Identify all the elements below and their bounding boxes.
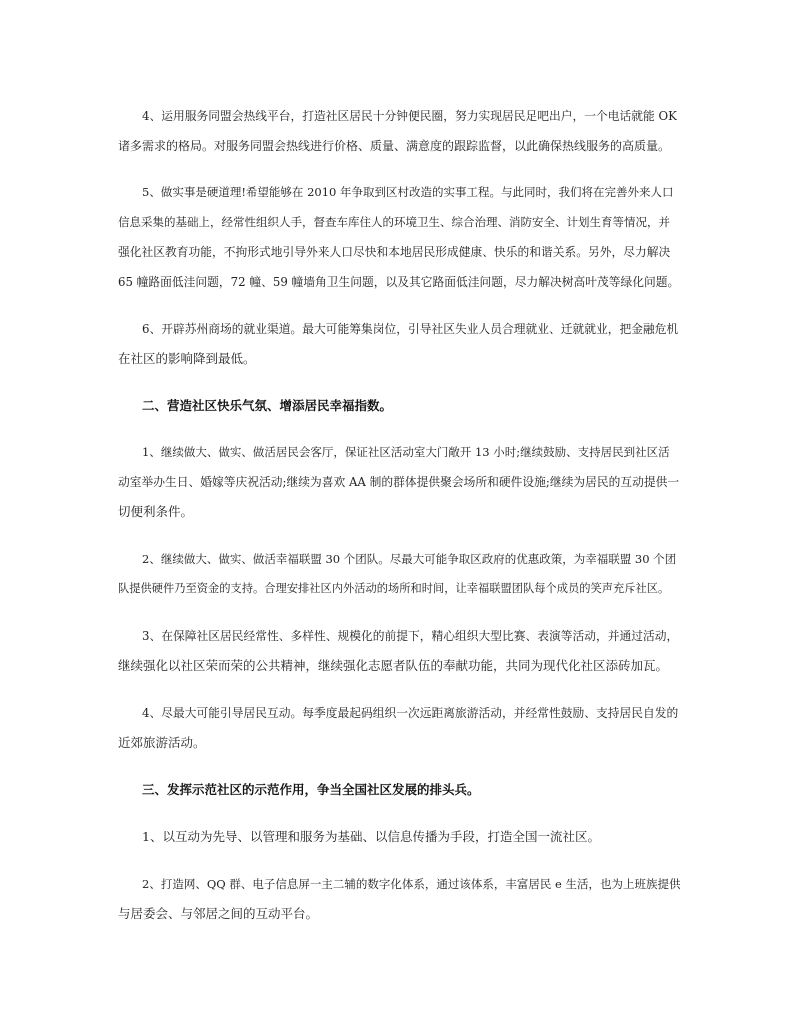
paragraph-line: 继续强化以社区荣而荣的公共精神，继续强化志愿者队伍的奉献功能，共同为现代化社区添砖加瓦。 bbox=[118, 658, 669, 673]
paragraph-line: 诸多需求的格局。对服务同盟会热线进行价格、质量、满意度的跟踪监督，以此确保热线服务的高质量。 bbox=[118, 139, 671, 153]
paragraph-line: 4、尽最大可能引导居民互动。每季度最起码组织一次远距离旅游活动，并经常性鼓励、支持居民自发的 bbox=[142, 706, 679, 720]
paragraph-line: 与居委会、与邻居之间的互动平台。 bbox=[118, 906, 319, 921]
paragraph-line: 信息采集的基础上，经常性组织人手，督查车库住人的环境卫生、综合治理、消防安全、计划生育等情况，并 bbox=[118, 215, 670, 229]
paragraph-line: 队提供硬件乃至资金的支持。合理安排社区内外活动的场所和时间，让幸福联盟团队每个成员的笑声充斥社区。 bbox=[118, 582, 670, 595]
paragraph-line: 2、继续做大、做实、做活幸福联盟 30 个团队。尽最大可能争取区政府的优惠政策，为幸福联盟 30 个团 bbox=[142, 552, 677, 566]
paragraph-line: 65 幢路面低洼问题，72 幢、59 幢墙角卫生问题，以及其它路面低洼问题，尽力解决树高叶茂等绿化问题。 bbox=[118, 275, 680, 289]
paragraph-line: 4、运用服务同盟会热线平台，打造社区居民十分钟便民圈，努力实现居民足吧出户，一个电话就能 OK bbox=[142, 109, 677, 123]
paragraph-line: 2、打造网、QQ 群、电子信息屏一主二辅的数字化体系，通过该体系，丰富居民 e 生活，也为上班族提供 bbox=[142, 877, 681, 891]
paragraph-line: 1、继续做大、做实、做活居民会客厅，保证社区活动室大门敞开 13 小时;继续鼓励、支持居民到社区活 bbox=[142, 445, 670, 459]
paragraph-line: 动室举办生日、婚嫁等庆祝活动;继续为喜欢 AA 制的群体提供聚会场所和硬件设施;继续为居民的互动提供一 bbox=[118, 475, 680, 489]
paragraph-line: 切便利条件。 bbox=[118, 504, 194, 519]
paragraph-line: 3、在保障社区居民经常性、多样性、规模化的前提下，精心组织大型比赛、表演等活动，并通过活动， bbox=[142, 629, 679, 643]
section-heading: 二、营造社区快乐气氛、增添居民幸福指数。 bbox=[142, 398, 393, 413]
paragraph-line: 5、做实事是硬道理!希望能够在 2010 年争取到区村改造的实事工程。与此同时，我们将在完善外来人口 bbox=[142, 185, 674, 199]
paragraph-line: 近郊旅游活动。 bbox=[118, 735, 206, 750]
paragraph-line: 强化社区教育功能，不拘形式地引导外来人口尽快和本地居民形成健康、快乐的和谐关系。另外，尽力解决 bbox=[118, 245, 671, 259]
section-heading: 三、发挥示范社区的示范作用，争当全国社区发展的排头兵。 bbox=[142, 782, 480, 797]
paragraph-line: 1、以互动为先导、以管理和服务为基础、以信息传播为手段，打造全国一流社区。 bbox=[142, 829, 600, 844]
paragraph-line: 6、开辟苏州商场的就业渠道。最大可能筹集岗位，引导社区失业人员合理就业、迁就就业，把金融危机 bbox=[142, 322, 679, 336]
paragraph-line: 在社区的影响降到最低。 bbox=[118, 351, 256, 366]
